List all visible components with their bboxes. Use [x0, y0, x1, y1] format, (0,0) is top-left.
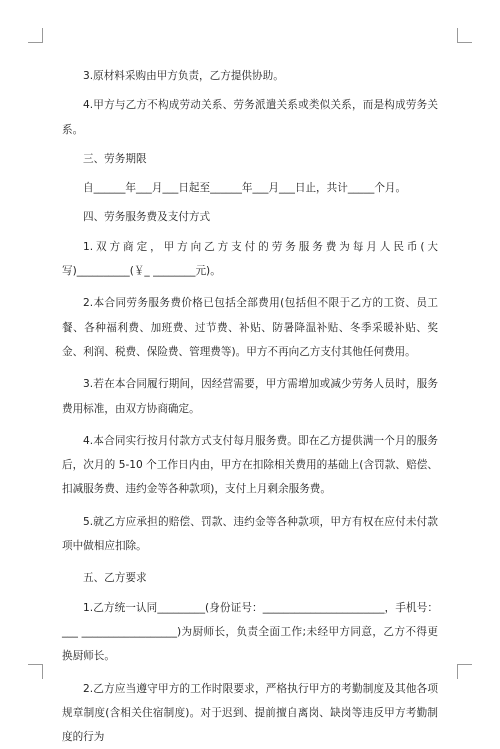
requirement-clause-1: 1.乙方统一认同_________(身份证号：_______________________，手机号：___ __________________)为厨师长，负责全面工作;未经甲方同意，乙方不得更换厨师长。	[62, 601, 438, 663]
section-heading-requirements: 五、乙方要求	[83, 572, 147, 585]
section-heading-term: 三、劳务期限	[83, 152, 147, 165]
term-dates-line: 自______年___月___日起至______年___月___日止，共计_____个月。	[83, 182, 407, 195]
section-heading-fees: 四、劳务服务费及支付方式	[83, 211, 211, 224]
document-page	[62, 64, 438, 749]
crop-mark-bottom-right	[457, 664, 472, 679]
clause-3-2: 4.甲方与乙方不构成劳动关系、劳务派遣关系或类似关系，而是构成劳务关系。	[62, 99, 438, 136]
crop-mark-top-left	[28, 28, 43, 43]
clause-3-1: 3.原材料采购由甲方负责，乙方提供协助。	[83, 70, 284, 82]
fee-clause-5: 5.就乙方应承担的赔偿、罚款、违约金等各种款项，甲方有权在应付未付款项中做相应扣除。	[62, 515, 438, 553]
fee-clause-2: 2.本合同劳务服务费价格已包括全部费用(包括但不限于乙方的工资、员工餐、各种福利费、加班费、过节费、补贴、防暑降温补贴、冬季采暖补贴、奖金、利润、税费、保险费、管理费等)。甲方不再向乙方支付其他任何费用。	[62, 297, 438, 358]
crop-mark-bottom-left	[28, 664, 43, 679]
crop-mark-top-right	[457, 28, 472, 43]
fee-clause-1: 1.双方商定，甲方向乙方支付的劳务服务费为每月人民币(大写)__________(￥_ ________元)。	[62, 240, 438, 278]
requirement-clause-2: 2.乙方应当遵守甲方的工作时限要求，严格执行甲方的考勤制度及其他各项规章制度(含相关住宿制度)。对于迟到、提前擅自离岗、缺岗等违反甲方考勤制度的行为	[62, 682, 438, 744]
fee-clause-3: 3.若在本合同履行期间，因经营需要，甲方需增加或减少劳务人员时，服务费用标准，由双方协商确定。	[62, 378, 438, 415]
fee-clause-4: 4.本合同实行按月付款方式支付每月服务费。即在乙方提供满一个月的服务后，次月的 5-10 个工作日内由，甲方在扣除相关费用的基础上(含罚款、赔偿、扣减服务费、违约金等各种款项)，支付上月剩余服务费。	[62, 434, 438, 496]
